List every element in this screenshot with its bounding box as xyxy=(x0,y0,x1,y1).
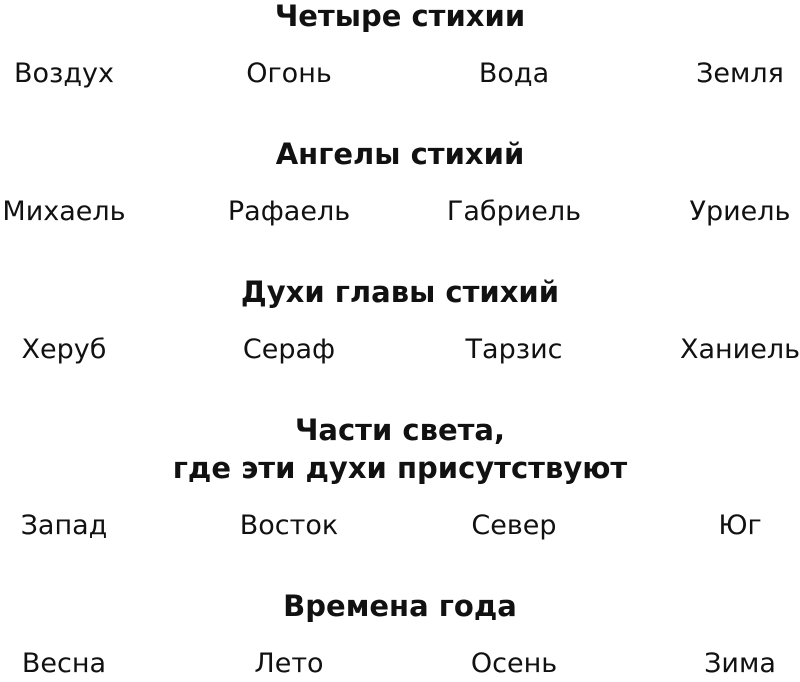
section-heading-directions-line1: Части света, xyxy=(294,413,506,447)
season-summer: Лето xyxy=(254,648,324,679)
angel-michael: Михаель xyxy=(2,196,126,227)
direction-south: Юг xyxy=(718,510,762,541)
spirit-seraph: Сераф xyxy=(242,334,336,365)
section-heading-seasons: Времена года xyxy=(283,589,517,623)
season-autumn: Осень xyxy=(470,648,558,679)
season-winter: Зима xyxy=(704,648,776,679)
seasons-row xyxy=(0,646,800,682)
spirit-tharsis: Тарзис xyxy=(465,334,563,365)
section-heading-elements: Четыре стихии xyxy=(274,0,526,33)
direction-west: Запад xyxy=(20,510,108,541)
angel-gabriel: Габриель xyxy=(446,196,582,227)
season-spring: Весна xyxy=(21,648,107,679)
element-fire: Огонь xyxy=(246,58,332,89)
spirit-cherub: Херуб xyxy=(21,334,107,365)
element-earth: Земля xyxy=(696,58,784,89)
angel-uriel: Уриель xyxy=(689,196,791,227)
spirit-haniel: Ханиель xyxy=(679,334,800,365)
element-air: Воздух xyxy=(13,58,115,89)
section-heading-angels: Ангелы стихий xyxy=(275,137,525,171)
spirits-row xyxy=(0,332,800,368)
section-heading-spirits: Духи главы стихий xyxy=(240,275,560,309)
elements-row xyxy=(0,56,800,92)
section-heading-directions-line2: где эти духи присутствуют xyxy=(172,451,628,485)
element-water: Вода xyxy=(478,58,550,89)
angel-raphael: Рафаель xyxy=(227,196,351,227)
direction-east: Восток xyxy=(239,510,339,541)
direction-north: Север xyxy=(471,510,557,541)
angels-row xyxy=(0,194,800,230)
directions-row xyxy=(0,508,800,544)
